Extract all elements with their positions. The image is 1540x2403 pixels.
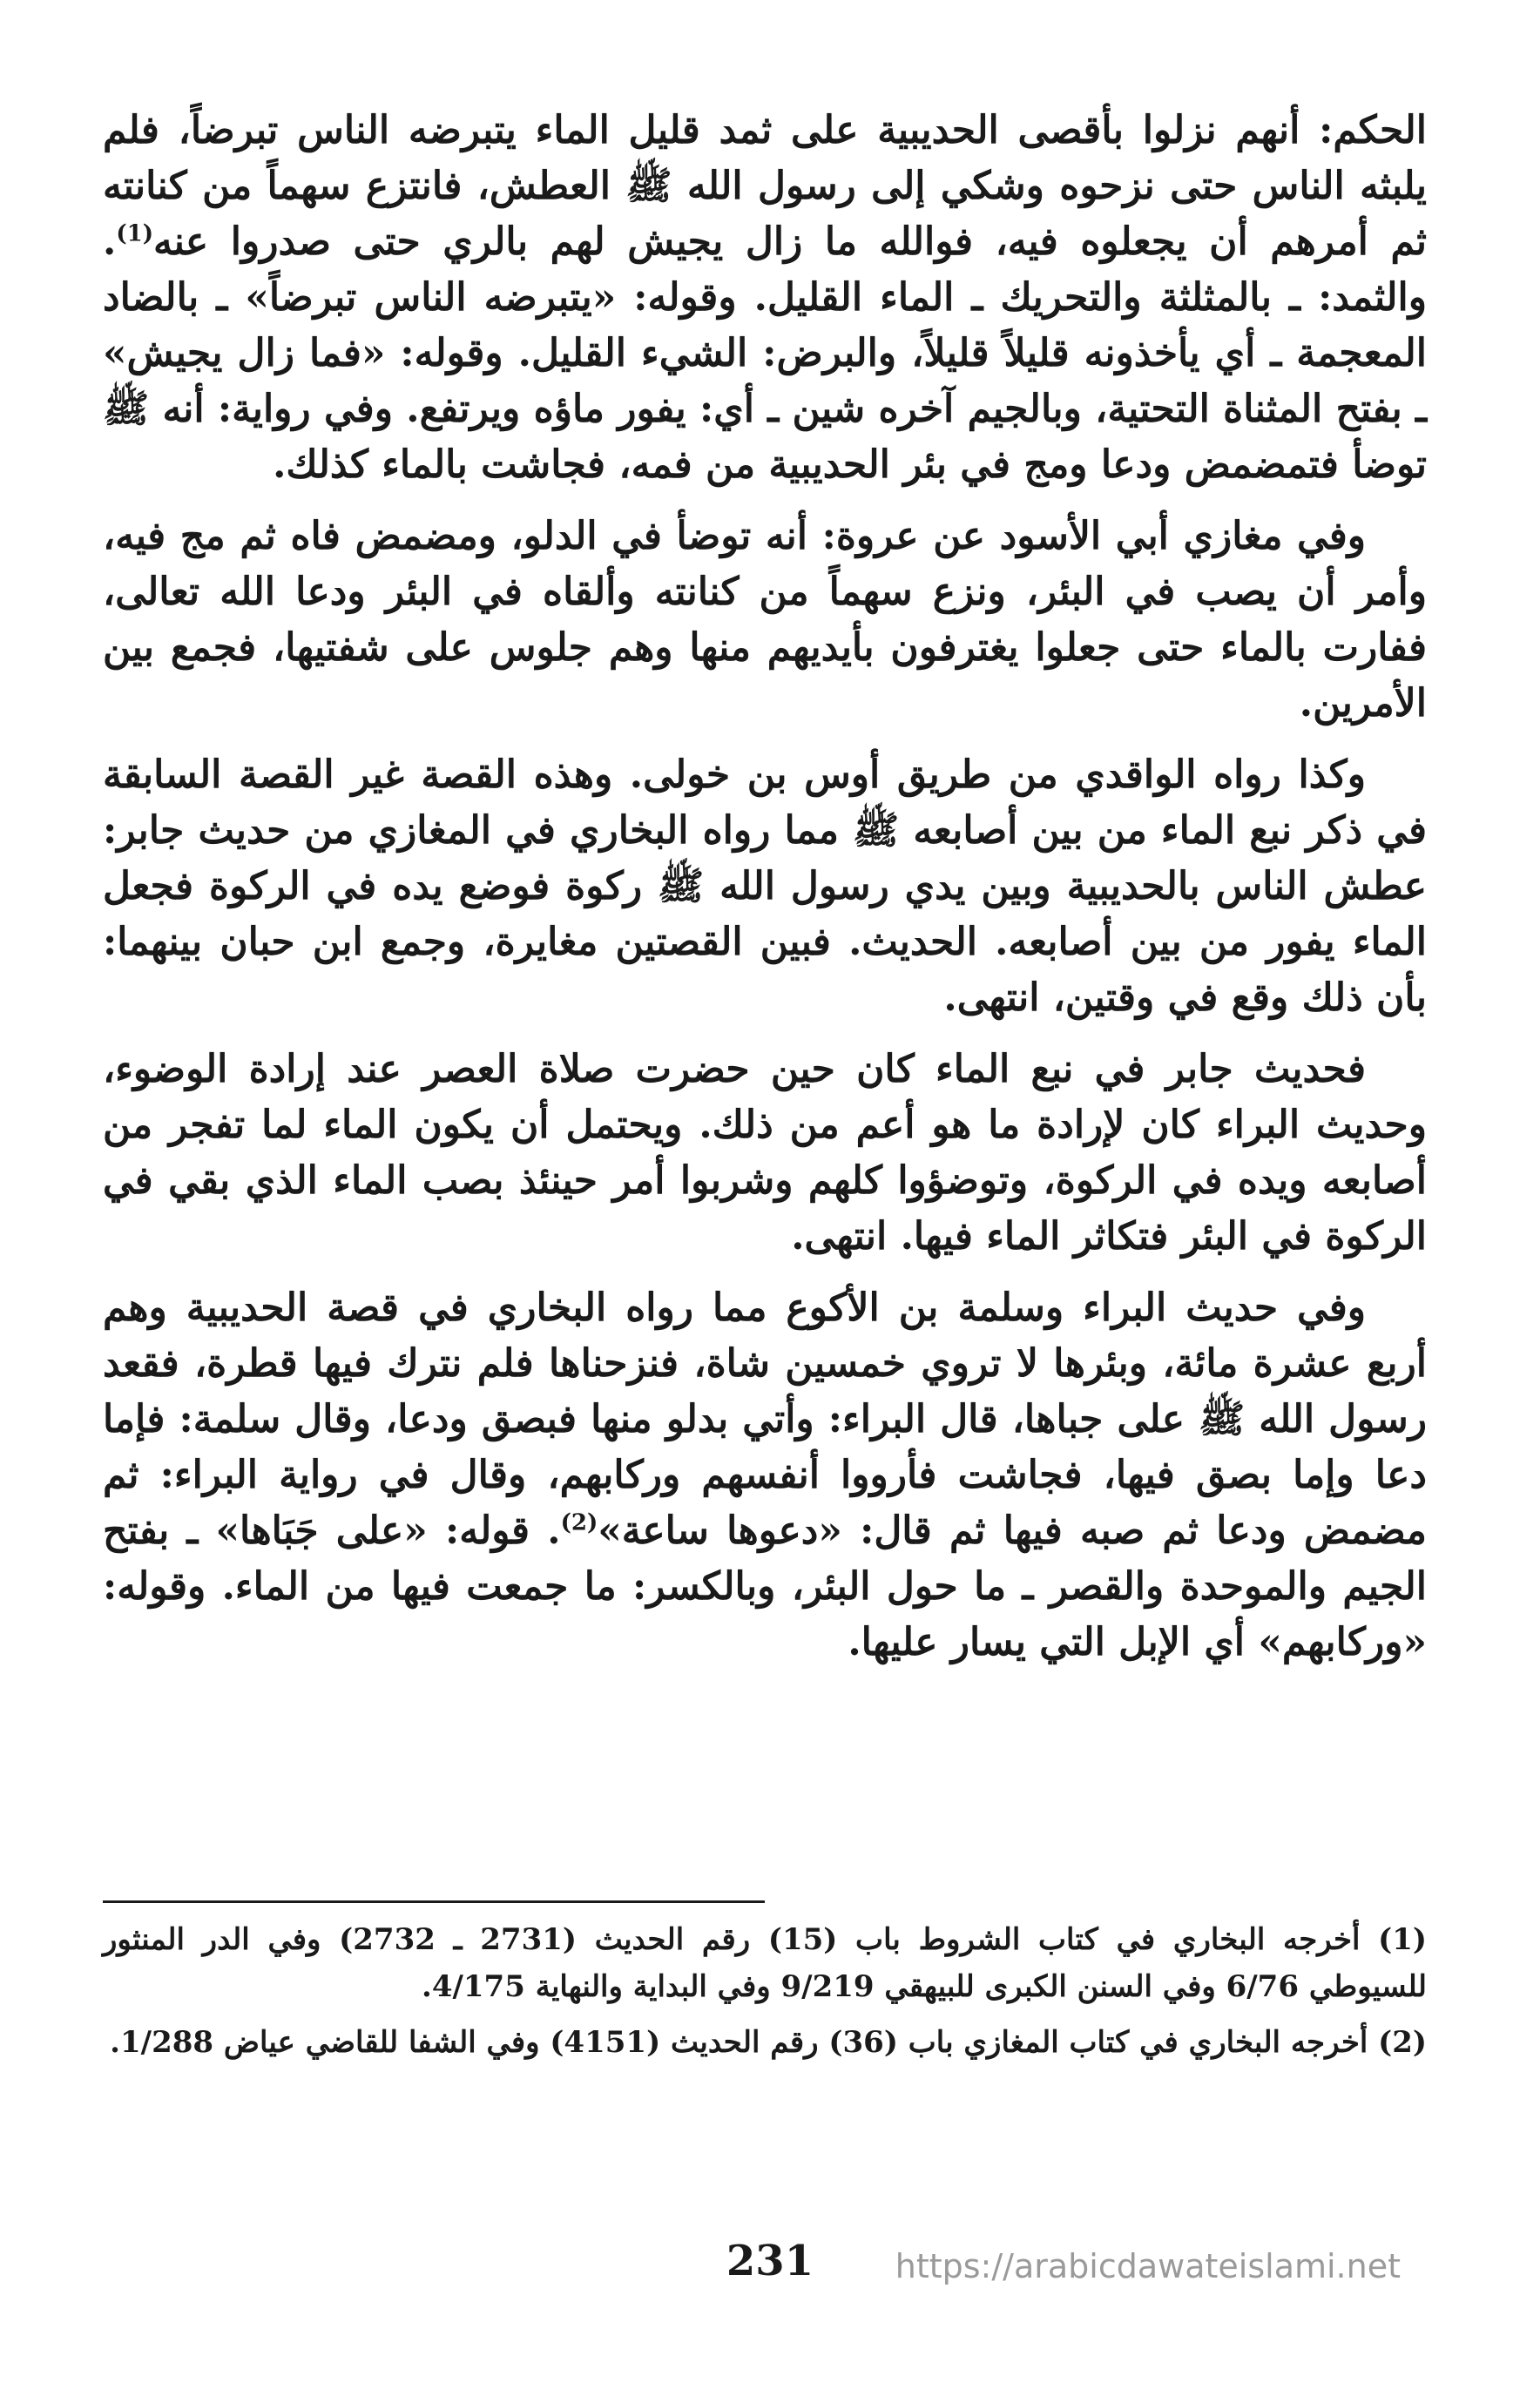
footnote-divider [103,1900,765,1903]
main-text [103,103,1427,1686]
paragraph-4-text: فحديث جابر في نبع الماء كان حين حضرت صلاة العصر عند إرادة الوضوء، وحديث البراء كان لإرادة ما هو أعم من ذلك. ويحتمل أن يكون الماء لما تفجر من أصابعه ويده في الركوة، وتوضؤوا كلهم وشربوا أمر حينئذ بصب الماء الذي بقي في الركوة في البئر فتكاثر الماء فيها. انتهى. [103,1047,1427,1259]
paragraph-1-tail: . والثمد: ـ بالمثلثة والتحريك ـ الماء القليل. وقوله: «يتبرضه الناس تبرضاً» ـ بالضاد المعجمة ـ أي يأخذونه قليلاً قليلاً، والبرض: الشيء القليل. وقوله: «فما زال يجيش» ـ بفتح المثناة التحتية، وبالجيم آخره شين ـ أي: يفور ماؤه ويرتفع. وفي رواية: أنه ﷺ توضأ فتمضمض ودعا ومج في بئر الحديبية من فمه، فجاشت بالماء كذلك. [103,219,1427,487]
paragraph-5-text: وفي حديث البراء وسلمة بن الأكوع مما رواه البخاري في قصة الحديبية وهم أربع عشرة مائة، وبئرها لا تروي خمسين شاة، فنزحناها فلم نترك فيها قطرة، فقعد رسول الله ﷺ على جباها، قال البراء: وأتي بدلو منها فبصق ودعا، وقال سلمة: فإما دعا وإما بصق فيها، فجاشت فأرووا أنفسهم وركابهم، وقال في رواية البراء: ثم مضمض ودعا ثم صبه فيها ثم قال: «دعوها ساعة» [103,1286,1427,1553]
paragraph-1-text: الحكم: أنهم نزلوا بأقصى الحديبية على ثمد قليل الماء يتبرضه الناس تبرضاً، فلم يلبثه الناس حتى نزحوه وشكي إلى رسول الله ﷺ العطش، فانتزع سهماً من كنانته ثم أمرهم أن يجعلوه فيه، فوالله ما زال يجيش لهم بالري حتى صدروا عنه [103,108,1427,264]
footnote-1: (1) أخرجه البخاري في كتاب الشروط باب (15) رقم الحديث (2731 ـ 2732) وفي الدر المنثور للسيوطي 6/76 وفي السنن الكبرى للبيهقي 9/219 وفي البداية والنهاية 4/175. [103,1922,1427,2004]
footnote-2: (2) أخرجه البخاري في كتاب المغازي باب (36) رقم الحديث (4151) وفي الشفا للقاضي عياض 1/288. [110,2025,1427,2060]
paragraph-5-tail: . قوله: «على جَبَاها» ـ بفتح الجيم والموحدة والقصر ـ ما حول البئر، وبالكسر: ما جمعت فيها من الماء. وقوله: «وركابهم» أي الإبل التي يسار عليها. [103,1509,1427,1664]
footnotes [103,1916,1427,2075]
paragraph-3 [103,747,1427,1026]
paragraph-4 [103,1042,1427,1265]
paragraph-5 [103,1280,1427,1671]
footnote-ref-2[interactable]: (2) [560,1509,598,1536]
footnote-ref-1[interactable]: (1) [116,220,154,247]
page-number: 231 [726,2237,814,2285]
paragraph-2 [103,509,1427,732]
watermark-url: https://arabicdawateislami.net [895,2247,1401,2285]
paragraph-1 [103,103,1427,493]
paragraph-2-text: وفي مغازي أبي الأسود عن عروة: أنه توضأ في الدلو، ومضمض فاه ثم مج فيه، وأمر أن يصب في البئر، ونزع سهماً من كنانته وألقاه في البئر ودعا الله تعالى، ففارت بالماء حتى جعلوا يغترفون بأيديهم منها وهم جلوس على شفتيها، فجمع بين الأمرين. [103,514,1427,726]
paragraph-3-text: وكذا رواه الواقدي من طريق أوس بن خولى. وهذه القصة غير القصة السابقة في ذكر نبع الماء من بين أصابعه ﷺ مما رواه البخاري في المغازي من حديث جابر: عطش الناس بالحديبية وبين يدي رسول الله ﷺ ركوة فوضع يده في الركوة فجعل الماء يفور من بين أصابعه. الحديث. فبين القصتين مغايرة، وجمع ابن حبان بينهما: بأن ذلك وقع في وقتين، انتهى. [103,753,1427,1020]
